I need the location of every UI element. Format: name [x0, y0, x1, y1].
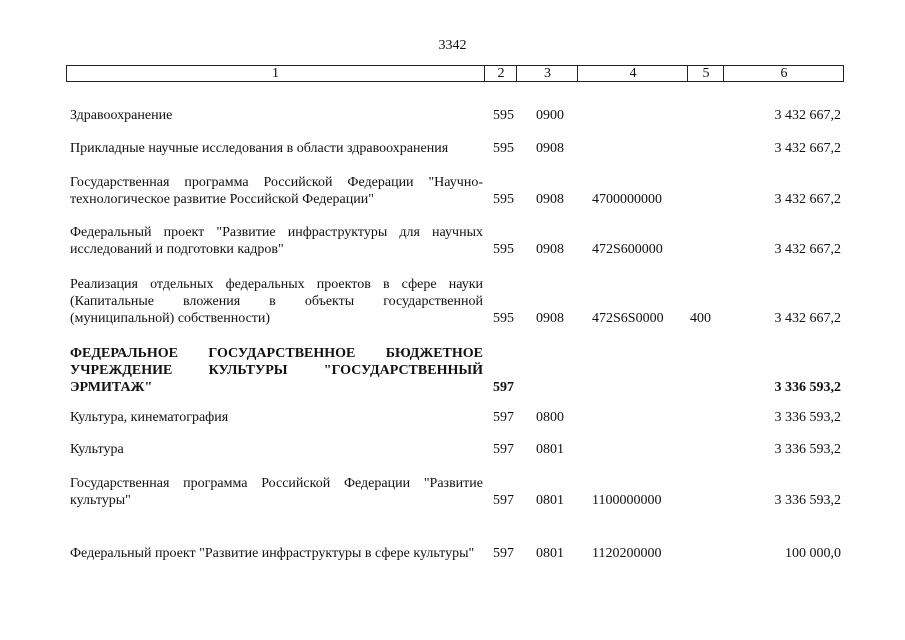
row-name-cell: Культура — [70, 442, 124, 457]
header-col-2: 2 — [484, 66, 517, 81]
row-col5-cell: 400 — [690, 311, 711, 326]
table-row — [66, 174, 844, 208]
header-col-5: 5 — [687, 66, 724, 81]
table-row — [66, 475, 844, 509]
row-col3-cell: 0801 — [536, 546, 564, 561]
table-row — [66, 140, 844, 157]
row-col2-cell: 595 — [493, 108, 514, 123]
row-amount-cell: 3 336 593,2 — [774, 442, 841, 457]
row-col2-cell: 595 — [493, 311, 514, 326]
row-amount-cell: 3 336 593,2 — [774, 410, 841, 425]
row-col4-cell: 4700000000 — [592, 192, 662, 207]
row-col3-cell: 0900 — [536, 108, 564, 123]
row-col3-cell: 0801 — [536, 442, 564, 457]
table-row — [66, 224, 844, 258]
table-row — [66, 441, 844, 458]
row-col2-cell: 597 — [493, 410, 514, 425]
row-amount-cell: 3 432 667,2 — [774, 311, 841, 326]
row-col2-cell: 595 — [493, 141, 514, 156]
row-name-cell: Здравоохранение — [70, 108, 173, 123]
row-name-cell: Реализация отдельных федеральных проектов в сфере науки (Капитальные вложения в объекты государственной (муниципальной) собственности) — [70, 277, 483, 326]
row-col3-cell: 0908 — [536, 141, 564, 156]
row-col2-cell: 597 — [493, 442, 514, 457]
table-header-row — [66, 65, 844, 82]
row-col4-cell: 472S600000 — [592, 242, 663, 257]
row-amount-cell: 3 432 667,2 — [774, 242, 841, 257]
table-row — [66, 107, 844, 124]
header-col-4: 4 — [577, 66, 688, 81]
header-col-6: 6 — [723, 66, 844, 81]
row-col3-cell: 0908 — [536, 311, 564, 326]
row-name-cell: Государственная программа Российской Федерации "Научно-технологическое развитие Российской Федерации" — [70, 175, 483, 207]
row-name-cell: ФЕДЕРАЛЬНОЕ ГОСУДАРСТВЕННОЕ БЮДЖЕТНОЕ УЧРЕЖДЕНИЕ КУЛЬТУРЫ "ГОСУДАРСТВЕННЫЙ ЭРМИТАЖ" — [70, 346, 483, 395]
row-amount-cell: 3 336 593,2 — [774, 493, 841, 508]
row-amount-cell: 100 000,0 — [785, 546, 841, 561]
row-amount-cell: 3 432 667,2 — [774, 108, 841, 123]
row-name-cell: Федеральный проект "Развитие инфраструктуры в сфере культуры" — [70, 546, 475, 561]
header-col-1: 1 — [272, 66, 279, 81]
row-amount-cell: 3 432 667,2 — [774, 192, 841, 207]
table-row — [66, 409, 844, 426]
row-col4-cell: 472S6S0000 — [592, 311, 664, 326]
table-row — [66, 345, 844, 396]
table-row — [66, 276, 844, 327]
row-name-cell: Прикладные научные исследования в области здравоохранения — [70, 141, 449, 156]
row-name-cell: Федеральный проект "Развитие инфраструктуры для научных исследований и подготовки кадров" — [70, 225, 483, 257]
row-col3-cell: 0800 — [536, 410, 564, 425]
table-row — [66, 528, 844, 562]
row-col2-cell: 595 — [493, 242, 514, 257]
row-amount-cell: 3 336 593,2 — [774, 380, 841, 395]
page-number: 3342 — [438, 38, 467, 53]
row-col2-cell: 597 — [493, 546, 514, 561]
row-amount-cell: 3 432 667,2 — [774, 141, 841, 156]
row-col4-cell: 1120200000 — [592, 546, 662, 561]
row-col3-cell: 0908 — [536, 242, 564, 257]
row-col3-cell: 0908 — [536, 192, 564, 207]
header-col-3: 3 — [516, 66, 578, 81]
row-col2-cell: 595 — [493, 192, 514, 207]
table-body — [66, 82, 844, 562]
row-col2-cell: 597 — [493, 493, 514, 508]
row-col4-cell: 1100000000 — [592, 493, 662, 508]
row-col3-cell: 0801 — [536, 493, 564, 508]
row-col2-cell: 597 — [493, 380, 514, 395]
row-name-cell: Культура, кинематография — [70, 410, 229, 425]
row-name-cell: Государственная программа Российской Федерации "Развитие культуры" — [70, 476, 483, 508]
budget-table — [66, 65, 844, 562]
